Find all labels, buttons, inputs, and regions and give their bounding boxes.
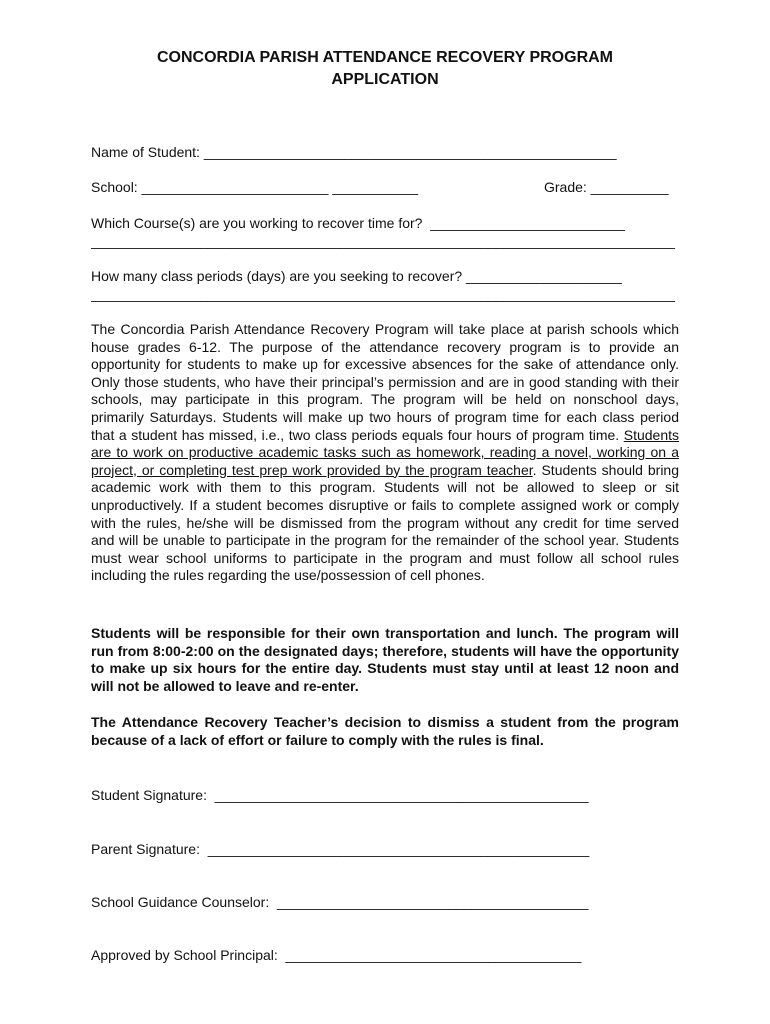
periods-field[interactable]: How many class periods (days) are you seeking to recover? ____________________	[91, 268, 622, 284]
description-underlined-text: Students are to work on productive academic tasks such as homework, reading a novel, working on a project, or completing test prep work provided by the program teacher	[91, 426, 679, 478]
counselor-signature-field[interactable]: School Guidance Counselor: ________________________________________	[91, 894, 589, 910]
title-line-1: CONCORDIA PARISH ATTENDANCE RECOVERY PROGRAM	[156, 49, 614, 66]
transportation-paragraph: Students will be responsible for their own transportation and lunch. The program will run from 8:00-2:00 on the designated days; therefore, students will have the opportunity to make up six hours for the entire day. Students must stay until at least 12 noon and will not be allowed to leave and re-enter.	[91, 625, 679, 694]
document-title	[0, 47, 770, 91]
program-description-paragraph	[91, 321, 679, 585]
parent-signature-field[interactable]: Parent Signature: _________________________________________________	[91, 841, 590, 857]
student-name-field[interactable]: Name of Student: _____________________________________________________	[91, 144, 617, 160]
courses-field[interactable]: Which Course(s) are you working to recover time for? _________________________	[91, 215, 625, 231]
description-text-start: The Concordia Parish Attendance Recovery Program will take place at parish schools which house grades 6-12. The purpose of the attendance recovery program is to provide an opportunity for students to make up for excessive absences for the sake of attendance only. Only those students, who have their principal’s permission and are in good standing with their schools, may participate in this program. The program will be held on nonschool days, primarily Saturdays. Students will make up two hours of program time for each class period that a student has missed, i.e., two class periods equals four hours of program time.	[91, 321, 679, 443]
dismissal-paragraph: The Attendance Recovery Teacher’s decision to dismiss a student from the program because of a lack of effort or failure to comply with the rules is final.	[91, 714, 679, 748]
description-text-end: . Students should bring academic work with them to this program. Students will not be allowed to sleep or sit unproductively. If a student becomes disruptive or fails to complete assigned work or comply with the rules, he/she will be dismissed from the program without any credit for time served and will be unable to participate in the program for the remainder of the school year. Students must wear school uniforms to participate in the program and must follow all school rules including the rules regarding the use/possession of cell phones.	[91, 461, 680, 584]
student-signature-field[interactable]: Student Signature: ________________________________________________	[91, 787, 589, 803]
title-line-2: APPLICATION	[331, 71, 439, 88]
principal-signature-field[interactable]: Approved by School Principal: ______________________________________	[91, 947, 582, 963]
school-field[interactable]: School: ________________________ ___________	[91, 179, 418, 195]
courses-field-continuation[interactable]: ___________________________________________________________________________	[91, 233, 675, 249]
periods-field-continuation[interactable]: ___________________________________________________________________________	[91, 286, 675, 302]
grade-field[interactable]: Grade: __________	[544, 179, 669, 195]
